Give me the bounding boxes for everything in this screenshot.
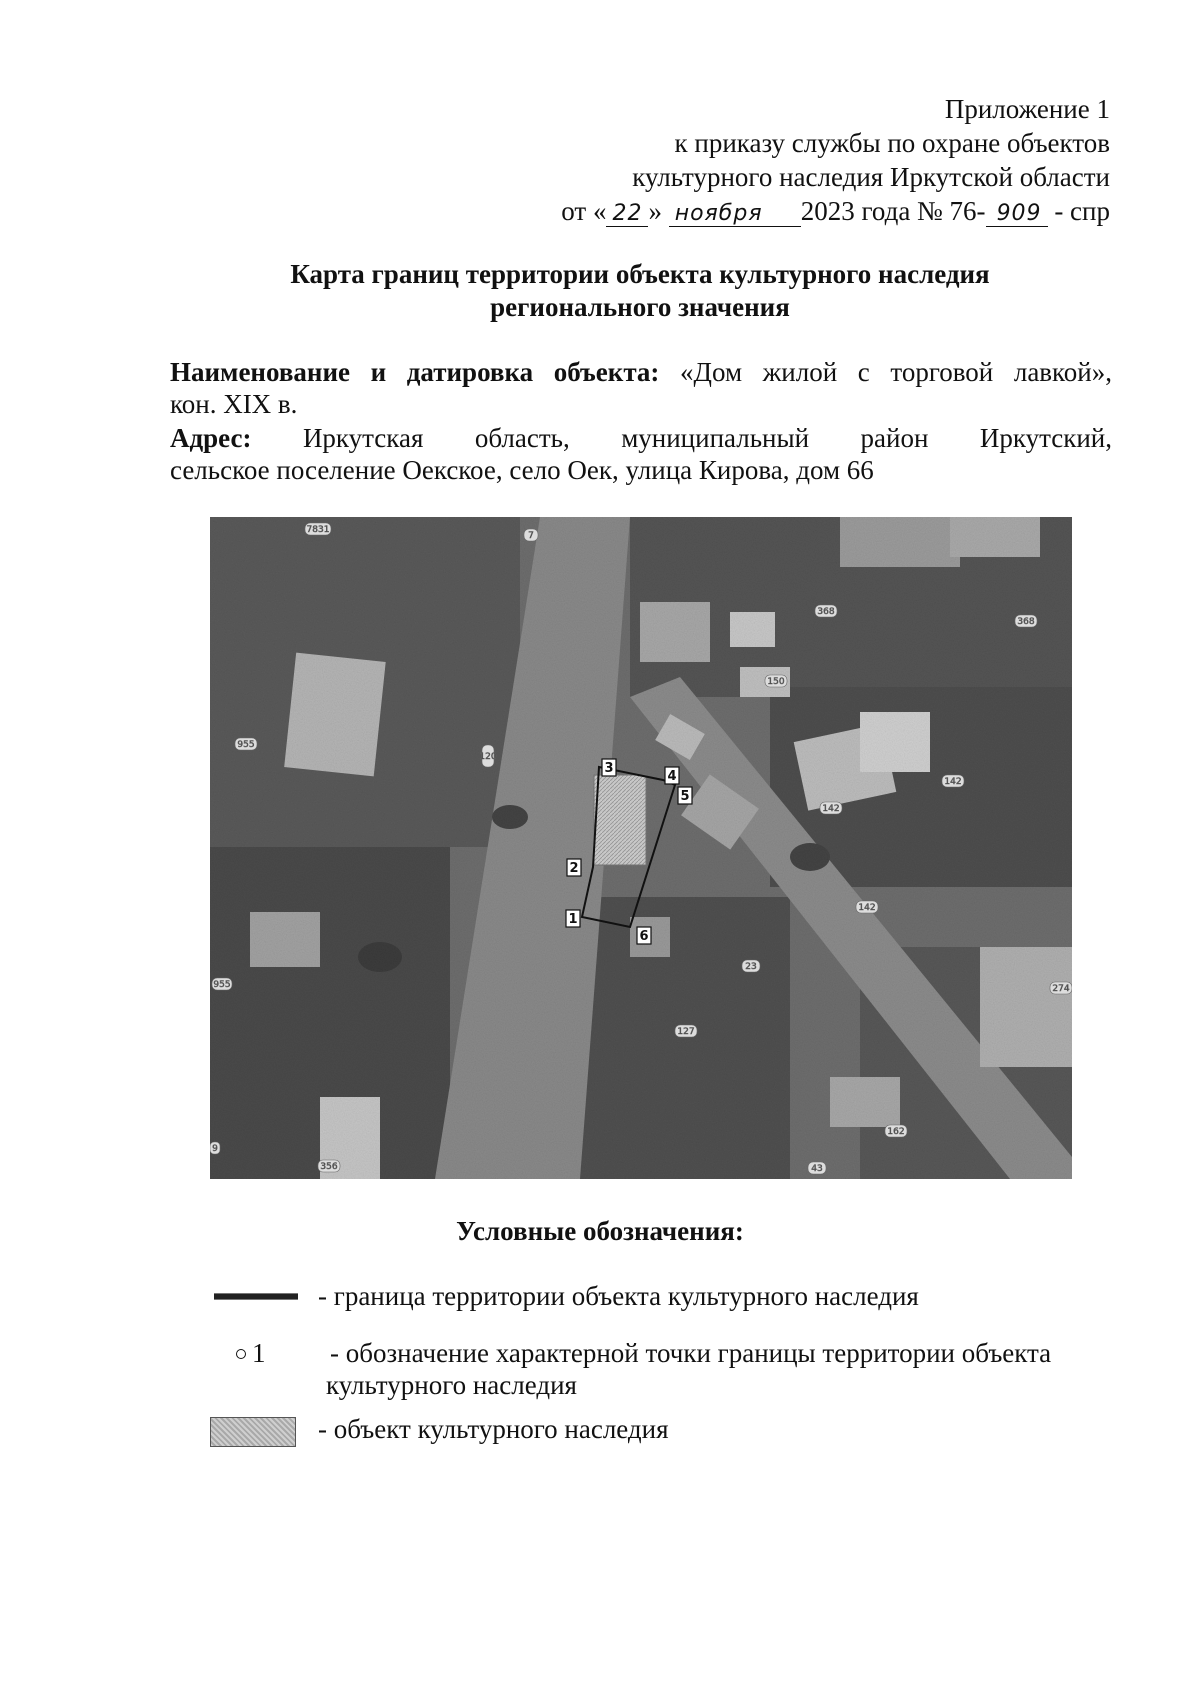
order-date-line: от « 22 » ноября 2023 года № 76- 909 - спр — [561, 196, 1110, 226]
heritage-object-area — [594, 775, 646, 865]
svg-text:2: 2 — [569, 861, 579, 876]
svg-text:368: 368 — [1017, 617, 1035, 627]
boundary-point-5 — [678, 787, 692, 804]
svg-text:7: 7 — [528, 531, 534, 541]
svg-text:7831: 7831 — [306, 525, 330, 535]
svg-text:3: 3 — [604, 761, 614, 776]
document-title: Карта границ территории объекта культурного наследия регионального значения — [290, 259, 990, 322]
svg-text:142: 142 — [822, 804, 840, 814]
order-day: 22 — [606, 202, 648, 227]
legend-boundary-text: - граница территории объекта культурного наследия — [318, 1281, 919, 1311]
object-name-paragraph — [170, 356, 1112, 420]
legend-heritage-object-text: - объект культурного наследия — [318, 1414, 669, 1444]
svg-text:6: 6 — [639, 929, 649, 944]
order-number: 909 — [986, 202, 1048, 227]
aerial-map — [210, 517, 1072, 1179]
boundary-point-4 — [665, 767, 679, 784]
appendix-label: Приложение 1 — [944, 94, 1110, 124]
order-month: ноября — [669, 202, 801, 227]
svg-text:5: 5 — [680, 789, 690, 804]
legend-title: Условные обозначения: — [456, 1216, 744, 1246]
legend-heritage-object-swatch — [210, 1417, 296, 1447]
boundary-point-2 — [567, 859, 581, 876]
svg-text:1: 1 — [568, 912, 578, 927]
svg-text:23: 23 — [745, 962, 757, 972]
svg-text:43: 43 — [811, 1164, 823, 1174]
svg-text:150: 150 — [767, 677, 785, 687]
svg-text:142: 142 — [858, 903, 876, 913]
boundary-point-3 — [602, 759, 616, 776]
svg-text:127: 127 — [677, 1027, 695, 1037]
svg-text:955: 955 — [213, 980, 231, 990]
object-name-value: «Дом жилой с торговой лавкой», — [680, 357, 1112, 387]
svg-text:162: 162 — [887, 1127, 905, 1137]
object-dating: кон. XIX в. — [170, 389, 298, 419]
address-label: Адрес: — [170, 423, 252, 453]
svg-text:274: 274 — [1052, 984, 1070, 994]
order-reference: к приказу службы по охране объектов — [674, 128, 1110, 158]
svg-text:4: 4 — [667, 769, 677, 784]
legend-point-text: - обозначение характерной точки границы территории объекта культурного наследия — [326, 1338, 1052, 1400]
svg-text:120: 120 — [479, 752, 497, 762]
document-header — [561, 92, 1110, 228]
svg-text:955: 955 — [237, 740, 255, 750]
boundary-point-1 — [566, 910, 580, 927]
boundary-point-6 — [637, 927, 651, 944]
address-value: Иркутская область, муниципальный район Иркутский, — [302, 423, 1113, 453]
address-paragraph — [170, 422, 1112, 486]
issuing-authority: культурного наследия Иркутской области — [632, 162, 1110, 192]
address-value-cont: сельское поселение Оекское, село Оек, улица Кирова, дом 66 — [170, 455, 874, 485]
legend-boundary-line-swatch — [214, 1293, 298, 1300]
legend-point-marker — [236, 1349, 246, 1359]
svg-text:9: 9 — [212, 1144, 218, 1154]
svg-text:142: 142 — [944, 777, 962, 787]
svg-text:368: 368 — [817, 607, 835, 617]
svg-text:356: 356 — [320, 1162, 338, 1172]
legend-point-marker-label: 1 — [252, 1338, 266, 1368]
object-name-label: Наименование и датировка объекта: — [170, 357, 660, 387]
